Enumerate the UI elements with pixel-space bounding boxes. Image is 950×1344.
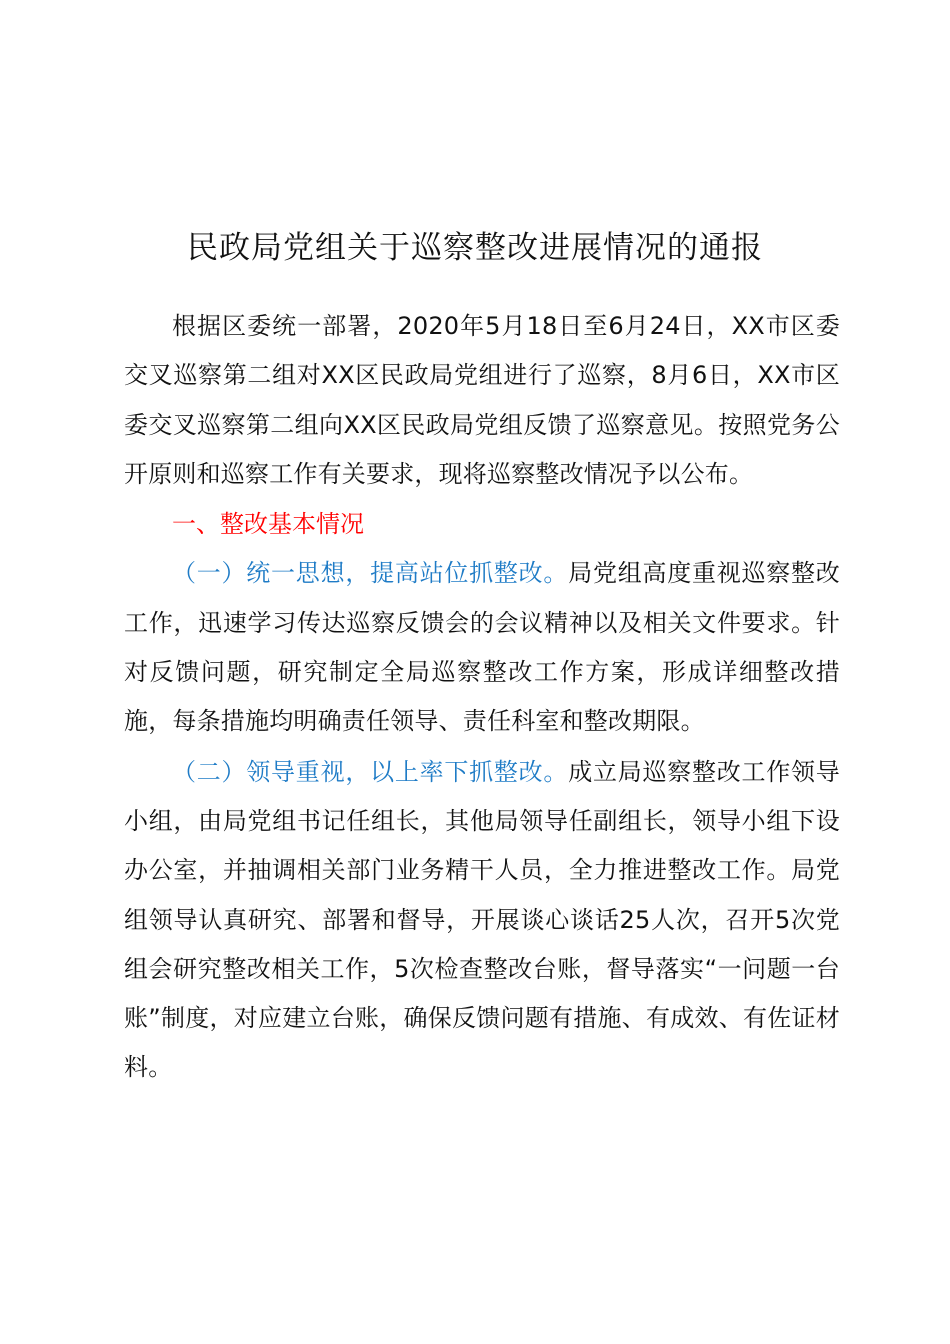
paragraph-item-2: [124, 748, 840, 1093]
item-1-text: 局党组高度重视巡察整改工作，迅速学习传达巡察反馈会的会议精神以及相关文件要求。针对反馈问题，研究制定全局巡察整改工作方案，形成详细整改措施，每条措施均明确责任领导、责任科室和整改期限。: [124, 559, 840, 736]
item-2-lead: （二）领导重视，以上率下抓整改。: [172, 757, 569, 786]
intro-paragraph: 根据区委统一部署，2020年5月18日至6月24日，XX市区委交叉巡察第二组对XX区民政局党组进行了巡察，8月6日，XX市区委交叉巡察第二组向XX区民政局党组反馈了巡察意见。按照党务公开原则和巡察工作有关要求，现将巡察整改情况予以公布。: [124, 312, 840, 488]
document-title: 民政局党组关于巡察整改进展情况的通报: [187, 230, 763, 266]
section-heading-basic-situation: 一、整改基本情况: [172, 510, 364, 539]
document-body: [124, 302, 840, 1094]
item-1-lead: （一）统一思想，提高站位抓整改。: [172, 559, 569, 588]
item-2-text: 成立局巡察整改工作领导小组，由局党组书记任组长，其他局领导任副组长，领导小组下设办公室，并抽调相关部门业务精干人员，全力推进整改工作。局党组领导认真研究、部署和督导，开展谈心谈话25人次，召开5次党组会研究整改相关工作，5次检查整改台账，督导落实“一问题一台账”制度，对应建立台账，确保反馈问题有措施、有成效、有佐证材料。: [124, 757, 840, 1082]
paragraph-item-1: [124, 549, 840, 746]
